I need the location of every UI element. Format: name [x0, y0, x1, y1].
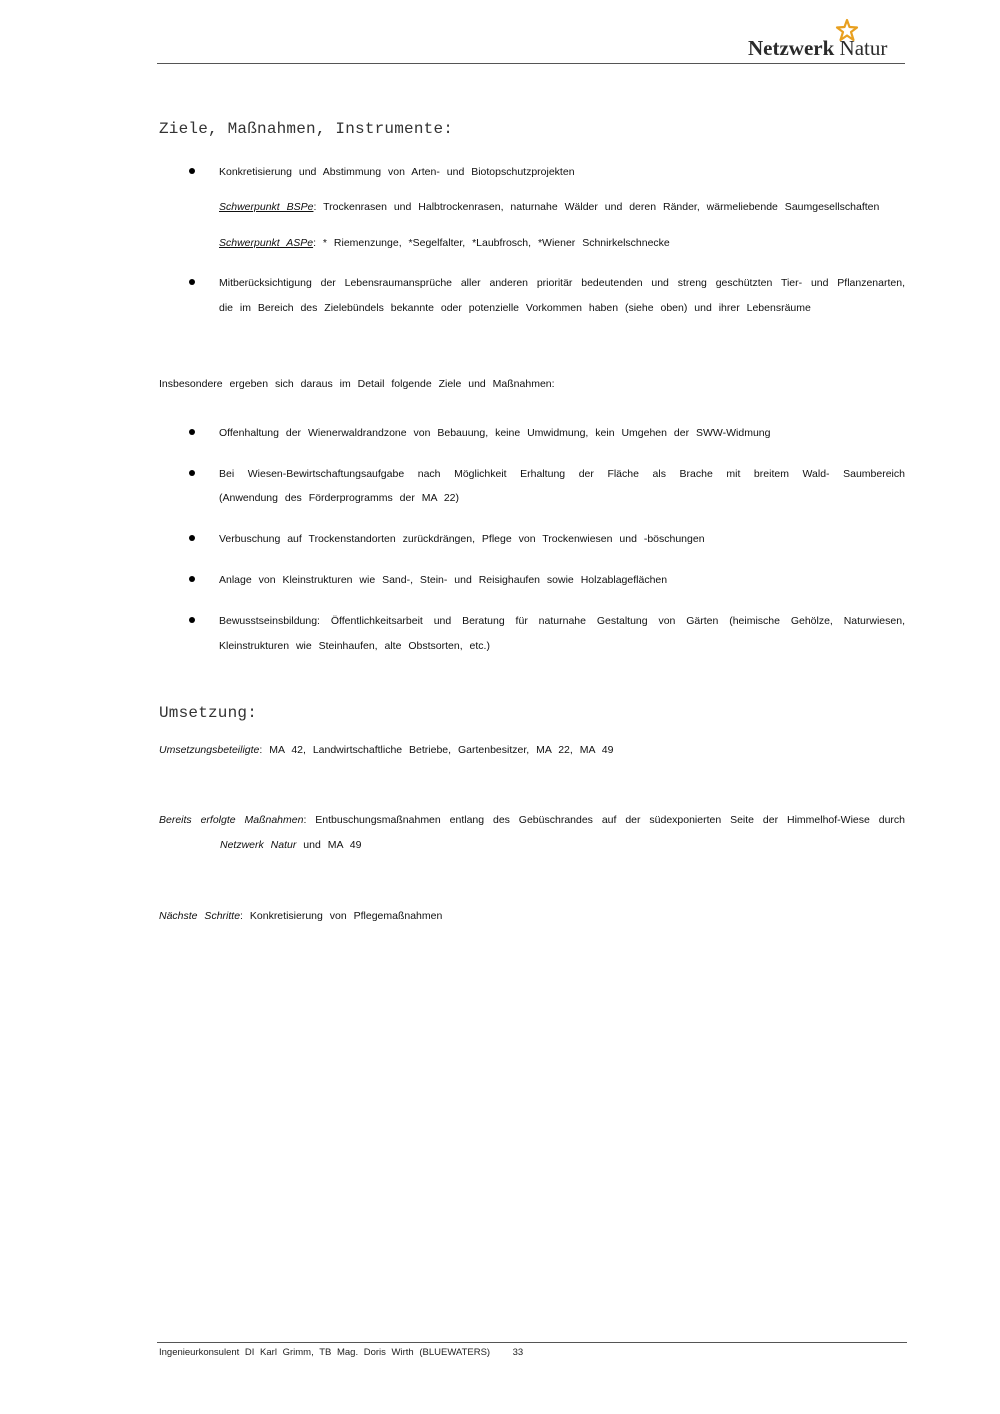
implementation-heading: Umsetzung:	[159, 704, 258, 722]
aspe-label: Schwerpunkt ASPe	[219, 237, 314, 249]
participants-text: : MA 42, Landwirtschaftliche Betriebe, Gartenbesitzer, MA 22, MA 49	[259, 744, 614, 756]
detail-item-5-line2: Kleinstrukturen wie Steinhaufen, alte Obstsorten, etc.)	[219, 640, 490, 652]
bullet-icon	[189, 617, 195, 623]
done-text: : Entbuschungsmaßnahmen entlang des Gebüschrandes auf der südexponierten Seite der Himmelhof-Wiese durch	[303, 814, 905, 826]
bspe-label: Schwerpunkt BSPe	[219, 201, 314, 213]
next-steps-line	[159, 909, 442, 923]
goals-bullet2-line2: die im Bereich des Zielebündels bekannte oder potenzielle Vorkommen haben (siehe oben) und ihrer Lebensräume	[219, 302, 811, 314]
detail-intro: Insbesondere ergeben sich daraus im Detail folgende Ziele und Maßnahmen:	[159, 378, 555, 390]
bspe-text: : Trockenrasen und Halbtrockenrasen, naturnahe Wälder und deren Ränder, wärmeliebende Saumgesellschaften	[313, 201, 880, 213]
bullet-icon	[189, 576, 195, 582]
aspe-line	[219, 236, 670, 250]
goals-heading: Ziele, Maßnahmen, Instrumente:	[159, 120, 454, 138]
participants-line	[159, 743, 613, 757]
logo-bold: Netzwerk	[748, 36, 835, 60]
next-text: : Konkretisierung von Pflegemaßnahmen	[240, 910, 443, 922]
done-label: Bereits erfolgte Maßnahmen	[159, 814, 304, 826]
goals-bullet1-text: Konkretisierung und Abstimmung von Arten- und Biotopschutzprojekten	[219, 166, 575, 178]
done-line1	[159, 813, 905, 827]
logo-wordmark	[748, 36, 887, 61]
header-divider	[157, 63, 905, 64]
done-line2-italic: Netzwerk Natur	[220, 839, 297, 851]
bullet-icon	[189, 279, 195, 285]
next-label: Nächste Schritte	[159, 910, 241, 922]
aspe-text: : * Riemenzunge, *Segelfalter, *Laubfrosch, *Wiener Schnirkelschnecke	[313, 237, 670, 249]
footer-divider	[157, 1342, 907, 1343]
detail-item-5-line1: Bewusstseinsbildung: Öffentlichkeitsarbeit und Beratung für naturnahe Gestaltung von Gärten (heimische Gehölze, Naturwiesen,	[219, 615, 905, 627]
detail-item-3: Verbuschung auf Trockenstandorten zurückdrängen, Pflege von Trockenwiesen und -böschungen	[219, 533, 705, 545]
bullet-icon	[189, 429, 195, 435]
done-line2	[220, 838, 361, 852]
done-line2-text: und MA 49	[296, 839, 362, 851]
footer-text: Ingenieurkonsulent DI Karl Grimm, TB Mag. Doris Wirth (BLUEWATERS)	[159, 1347, 491, 1358]
logo-regular: Natur	[839, 36, 888, 60]
bullet-icon	[189, 470, 195, 476]
netzwerk-natur-logo	[748, 18, 908, 62]
page-number: 33	[512, 1347, 524, 1358]
bullet-icon	[189, 535, 195, 541]
bullet-icon	[189, 168, 195, 174]
footer	[159, 1347, 523, 1358]
detail-item-2-line1: Bei Wiesen-Bewirtschaftungsaufgabe nach Möglichkeit Erhaltung der Fläche als Brache mit breitem Wald- Saumbereich	[219, 468, 905, 480]
detail-item-1: Offenhaltung der Wienerwaldrandzone von Bebauung, keine Umwidmung, kein Umgehen der SWW-Widmung	[219, 427, 771, 439]
detail-item-2-line2: (Anwendung des Förderprogramms der MA 22)	[219, 492, 460, 504]
detail-item-4: Anlage von Kleinstrukturen wie Sand-, Stein- und Reisighaufen sowie Holzablageflächen	[219, 574, 668, 586]
participants-label: Umsetzungsbeteiligte	[159, 744, 260, 756]
bspe-line	[219, 200, 905, 214]
goals-bullet2-line1: Mitberücksichtigung der Lebensraumansprüche aller anderen prioritär bedeutenden und streng geschützten Tier- und Pflanzenarten,	[219, 277, 905, 289]
